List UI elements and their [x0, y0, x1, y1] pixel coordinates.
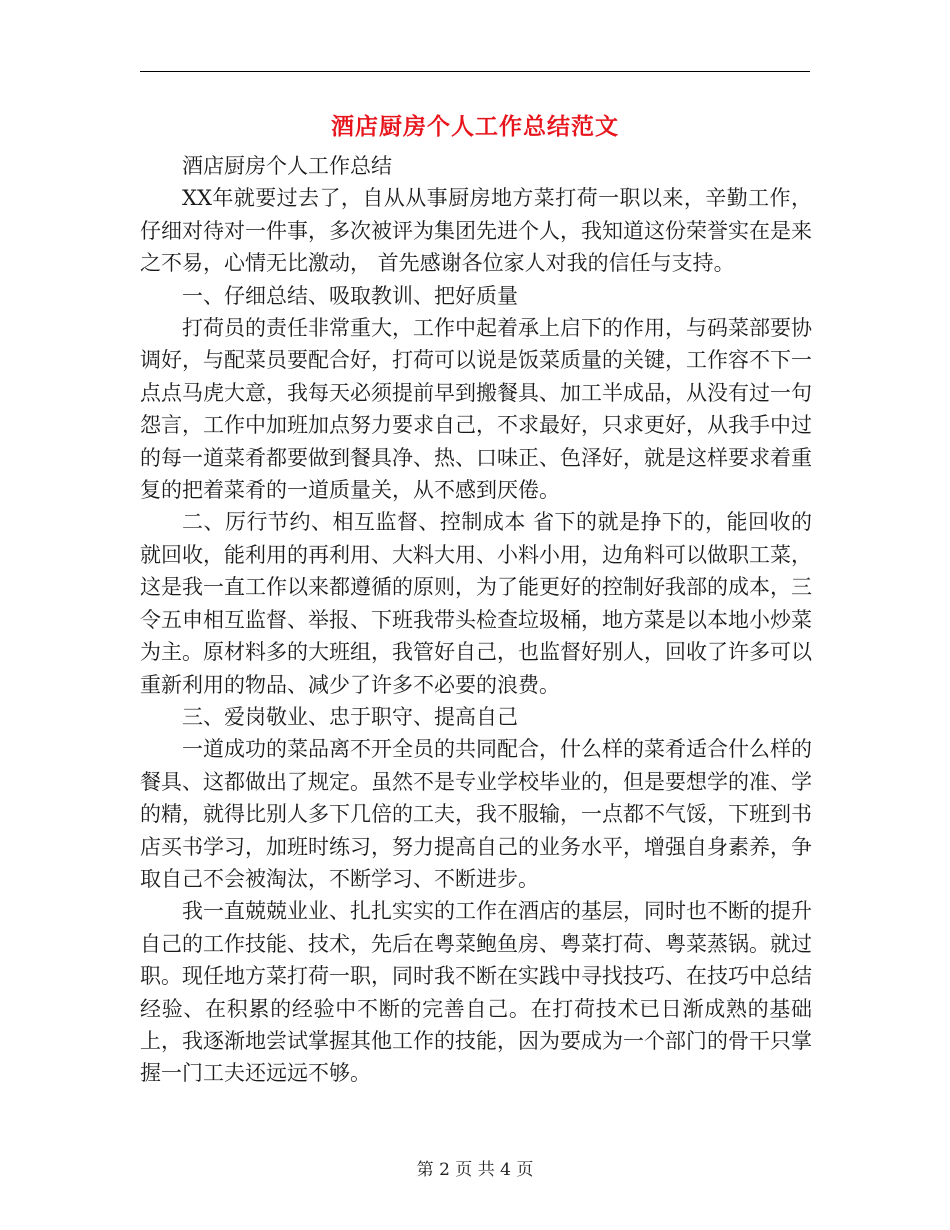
document-body	[140, 150, 812, 1090]
section-heading: 三、爱岗敬业、忠于职守、提高自己	[182, 704, 518, 729]
paragraph: XX年就要过去了，自从从事厨房地方菜打荷一职以来，辛勤工作，仔细对待对一件事，多次被评为集团先进个人，我知道这份荣誉实在是来之不易，心情无比激动， 首先感谢各位家人对我的信任与支持。	[140, 186, 812, 276]
header-rule	[140, 71, 810, 72]
paragraph: 酒店厨房个人工作总结	[182, 154, 392, 178]
paragraph: 我一直兢兢业业、扎扎实实的工作在酒店的基层，同时也不断的提升自己的工作技能、技术，先后在粤菜鲍鱼房、粤菜打荷、粤菜蒸锅。就过职。现任地方菜打荷一职，同时我不断在实践中寻找技巧、在技巧中总结经验、在积累的经验中不断的完善自己。在打荷技术已日渐成熟的基础上，我逐渐地尝试掌握其他工作的技能，因为要成为一个部门的骨干只掌握一门工夫还远远不够。	[140, 899, 812, 1086]
document-title: 酒店厨房个人工作总结范文	[331, 113, 619, 140]
paragraph: 一道成功的菜品离不开全员的共同配合，什么样的菜肴适合什么样的餐具、这都做出了规定。虽然不是专业学校毕业的，但是要想学的准、学的精，就得比别人多下几倍的工夫，我不服输，一点都不气馁，下班到书店买书学习，加班时练习，努力提高自己的业务水平，增强自身素养，争取自己不会被淘汰，不断学习、不断进步。	[140, 737, 812, 891]
section-heading: 一、仔细总结、吸取教训、把好质量	[182, 283, 518, 308]
paragraph: 二、厉行节约、相互监督、控制成本 省下的就是挣下的，能回收的就回收，能利用的再利用、大料大用、小料小用，边角料可以做职工菜，这是我一直工作以来都遵循的原则，为了能更好的控制好我部的成本，三令五申相互监督、举报、下班我带头检查垃圾桶，地方菜是以本地小炒菜为主。原材料多的大班组，我管好自己，也监督好别人，回收了许多可以重新利用的物品、减少了许多不必要的浪费。	[140, 510, 812, 697]
paragraph: 打荷员的责任非常重大，工作中起着承上启下的作用，与码菜部要协调好，与配菜员要配合好，打荷可以说是饭菜质量的关键，工作容不下一点点马虎大意，我每天必须提前早到搬餐具、加工半成品，从没有过一句怨言，工作中加班加点努力要求自己，不求最好，只求更好，从我手中过的每一道菜肴都要做到餐具净、热、口味正、色泽好，就是这样要求着重复的把着菜肴的一道质量关，从不感到厌倦。	[140, 316, 812, 503]
page-number: 第 2 页 共 4 页	[416, 1160, 534, 1180]
